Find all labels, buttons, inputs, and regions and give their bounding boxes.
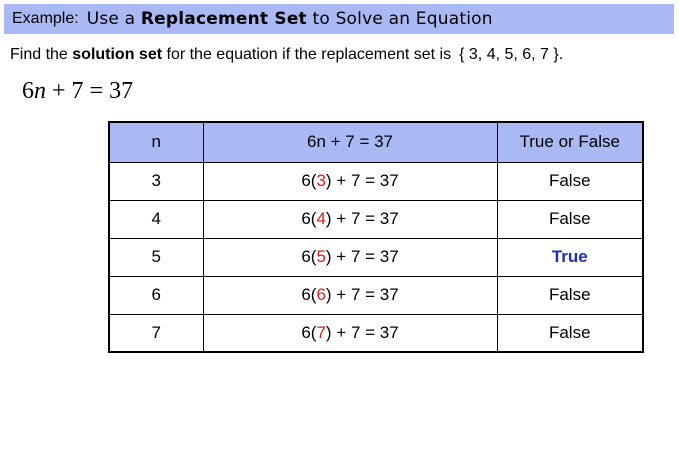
substituted-value: 3 xyxy=(316,171,326,190)
solution-table xyxy=(108,121,644,353)
cell-substitution xyxy=(203,276,497,314)
cell-result: False xyxy=(497,276,643,314)
table-header-row xyxy=(109,122,643,162)
equation-rest: + 7 = 37 xyxy=(46,78,134,104)
title-text-before: Use a xyxy=(86,9,141,29)
equation xyxy=(22,78,133,105)
cell-n: 3 xyxy=(109,162,203,200)
substitution-suffix: ) + 7 = 37 xyxy=(325,171,399,190)
table-row xyxy=(109,162,643,200)
substituted-value: 4 xyxy=(316,209,326,228)
cell-n: 5 xyxy=(109,238,203,276)
title-text-bold: Replacement Set xyxy=(140,9,307,29)
table-row xyxy=(109,238,643,276)
cell-n: 4 xyxy=(109,200,203,238)
table-row xyxy=(109,276,643,314)
cell-substitution xyxy=(203,314,497,352)
title-prefix: Example: xyxy=(12,10,79,27)
substitution-suffix: ) + 7 = 37 xyxy=(325,209,399,228)
substitution-prefix: 6( xyxy=(301,171,317,190)
title-text xyxy=(87,9,493,29)
instructions xyxy=(10,46,563,64)
title-bar xyxy=(4,4,674,34)
substitution-prefix: 6( xyxy=(301,285,317,304)
substitution-suffix: ) + 7 = 37 xyxy=(325,285,399,304)
table-row xyxy=(109,200,643,238)
header-equation: 6n + 7 = 37 xyxy=(203,122,497,162)
substitution-prefix: 6( xyxy=(301,322,317,342)
equation-var: n xyxy=(34,78,46,104)
title-text-after: to Solve an Equation xyxy=(306,9,493,29)
substituted-value: 7 xyxy=(316,322,326,342)
cell-result: False xyxy=(497,314,643,352)
cell-substitution xyxy=(203,238,497,276)
cell-n: 6 xyxy=(109,276,203,314)
header-true-false: True or False xyxy=(497,122,643,162)
substitution-prefix: 6( xyxy=(301,209,317,228)
replacement-set: { 3, 4, 5, 6, 7 }. xyxy=(459,46,564,63)
cell-result-true: True xyxy=(497,238,643,276)
substituted-value: 6 xyxy=(316,285,326,304)
table-row xyxy=(109,314,643,352)
cell-result: False xyxy=(497,200,643,238)
cell-substitution xyxy=(203,200,497,238)
cell-n: 7 xyxy=(109,314,203,352)
instructions-bold: solution set xyxy=(72,46,163,63)
cell-result: False xyxy=(497,162,643,200)
instructions-before: Find the xyxy=(10,46,73,63)
substitution-suffix: ) + 7 = 37 xyxy=(325,247,399,266)
header-n: n xyxy=(109,122,203,162)
instructions-after: for the equation if the replacement set is xyxy=(162,46,452,63)
substituted-value: 5 xyxy=(316,247,326,266)
substitution-suffix: ) + 7 = 37 xyxy=(325,322,399,342)
cell-substitution xyxy=(203,162,497,200)
equation-coef: 6 xyxy=(22,78,34,104)
substitution-prefix: 6( xyxy=(301,247,317,266)
